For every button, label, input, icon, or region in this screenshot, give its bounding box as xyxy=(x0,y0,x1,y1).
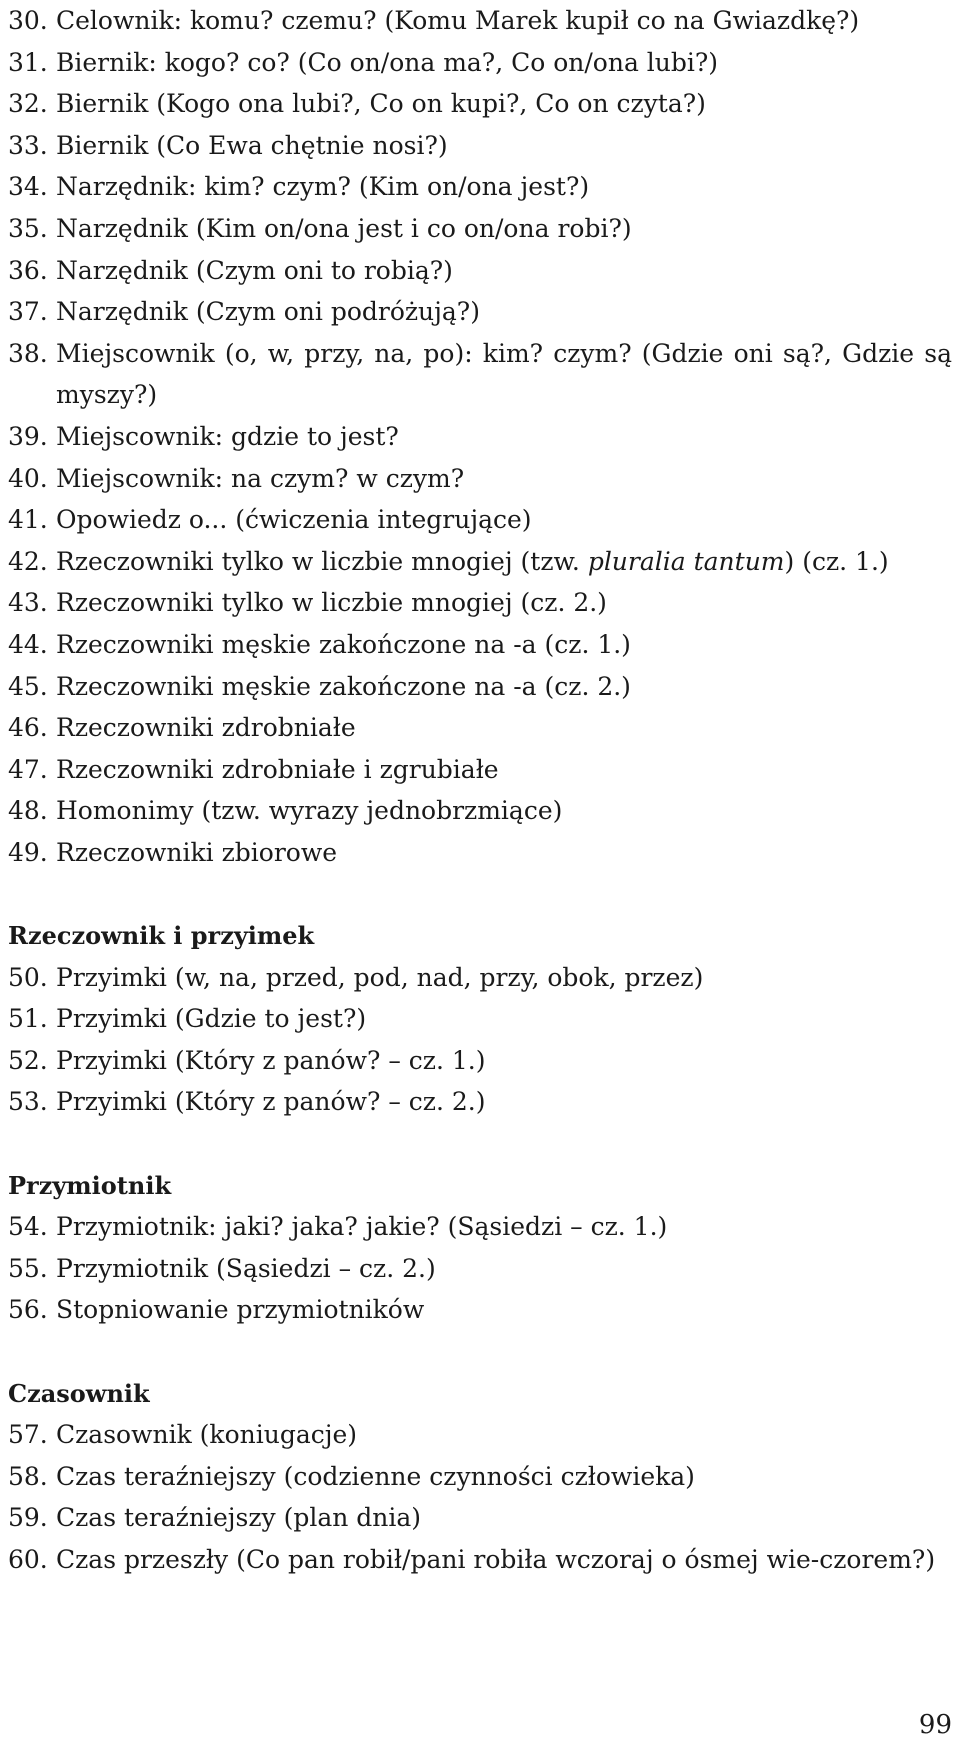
item-text: Homonimy (tzw. wyrazy jednobrzmiące) xyxy=(56,796,563,826)
item-text: Rzeczowniki męskie zakończone na -a (cz. 1.) xyxy=(56,629,631,659)
item-text-italic: pluralia tantum xyxy=(587,546,785,576)
item-text: Narzędnik (Czym oni podróżują?) xyxy=(56,297,480,327)
item-number: 53. xyxy=(8,1087,48,1117)
list-item-59 xyxy=(8,1497,952,1539)
list-item-53 xyxy=(8,1081,952,1123)
item-text: Rzeczowniki zdrobniałe xyxy=(56,713,356,743)
list-item-56 xyxy=(8,1289,952,1331)
list-item-48 xyxy=(8,790,952,832)
item-number: 43. xyxy=(8,588,48,618)
item-text: Miejscownik (o, w, przy, na, po): kim? czym? (Gdzie oni są?, Gdzie są myszy?) xyxy=(56,338,952,410)
list-item-58 xyxy=(8,1456,952,1498)
item-number: 48. xyxy=(8,796,48,826)
list-item-40 xyxy=(8,458,952,500)
item-text: Przymiotnik (Sąsiedzi – cz. 2.) xyxy=(56,1253,436,1283)
list-item-60 xyxy=(8,1539,952,1581)
list-item-55 xyxy=(8,1248,952,1290)
list-item-35 xyxy=(8,208,952,250)
item-text: Miejscownik: na czym? w czym? xyxy=(56,463,465,493)
item-text: Czas teraźniejszy (codzienne czynności człowieka) xyxy=(56,1461,695,1491)
item-number: 46. xyxy=(8,713,48,743)
item-number: 59. xyxy=(8,1503,48,1533)
item-number: 30. xyxy=(8,6,48,35)
list-item-45 xyxy=(8,666,952,708)
list-item-42 xyxy=(8,541,952,583)
item-text: Narzędnik (Kim on/ona jest i co on/ona robi?) xyxy=(56,213,632,243)
item-text: Rzeczowniki zdrobniałe i zgrubiałe xyxy=(56,754,499,784)
section-spacer xyxy=(8,1331,952,1373)
item-number: 57. xyxy=(8,1420,48,1450)
list-item-57 xyxy=(8,1414,952,1456)
item-text: Przymiotnik: jaki? jaka? jakie? (Sąsiedzi – cz. 1.) xyxy=(56,1212,668,1242)
item-number: 33. xyxy=(8,130,48,160)
list-item-39 xyxy=(8,416,952,458)
item-text: Czas teraźniejszy (plan dnia) xyxy=(56,1503,422,1533)
item-number: 38. xyxy=(8,338,48,368)
list-item-43 xyxy=(8,582,952,624)
list-item-41 xyxy=(8,499,952,541)
item-text-part: ) (cz. 1.) xyxy=(784,546,889,576)
item-text: Przyimki (Gdzie to jest?) xyxy=(56,1004,367,1034)
item-text: Miejscownik: gdzie to jest? xyxy=(56,421,399,451)
item-number: 50. xyxy=(8,962,48,992)
list-item-52 xyxy=(8,1040,952,1082)
list-item-34 xyxy=(8,166,952,208)
item-number: 60. xyxy=(8,1544,48,1574)
item-text: Rzeczowniki tylko w liczbie mnogiej (cz. 2.) xyxy=(56,588,607,618)
item-number: 32. xyxy=(8,89,48,119)
item-text: Stopniowanie przymiotników xyxy=(56,1295,425,1325)
item-text: Celownik: komu? czemu? (Komu Marek kupił co na Gwiazdkę?) xyxy=(56,6,860,35)
item-number: 40. xyxy=(8,463,48,493)
item-number: 42. xyxy=(8,546,48,576)
item-text: Narzędnik: kim? czym? (Kim on/ona jest?) xyxy=(56,172,590,202)
list-item-44 xyxy=(8,624,952,666)
item-text: Rzeczowniki zbiorowe xyxy=(56,837,338,867)
item-number: 47. xyxy=(8,754,48,784)
item-number: 49. xyxy=(8,837,48,867)
item-text: Czasownik (koniugacje) xyxy=(56,1420,358,1450)
item-text xyxy=(56,541,952,583)
document-page xyxy=(8,0,952,1581)
item-text: Biernik: kogo? co? (Co on/ona ma?, Co on/ona lubi?) xyxy=(56,47,719,77)
page-number: 99 xyxy=(918,1710,952,1740)
list-item-31 xyxy=(8,42,952,84)
item-text-part: Rzeczowniki tylko w liczbie mnogiej (tzw. xyxy=(56,546,588,576)
list-item-38 xyxy=(8,333,952,416)
item-number: 39. xyxy=(8,421,48,451)
item-number: 35. xyxy=(8,213,48,243)
list-item-50 xyxy=(8,957,952,999)
item-text: Przyimki (Który z panów? – cz. 1.) xyxy=(56,1045,486,1075)
item-text: Rzeczowniki męskie zakończone na -a (cz. 2.) xyxy=(56,671,631,701)
item-number: 51. xyxy=(8,1004,48,1034)
item-number: 56. xyxy=(8,1295,48,1325)
item-text: Biernik (Co Ewa chętnie nosi?) xyxy=(56,130,448,160)
list-item-32 xyxy=(8,83,952,125)
item-number: 37. xyxy=(8,297,48,327)
list-item-33 xyxy=(8,125,952,167)
item-number: 58. xyxy=(8,1461,48,1491)
section-heading-czasownik: Czasownik xyxy=(8,1378,150,1408)
item-text: Opowiedz o... (ćwiczenia integrujące) xyxy=(56,505,532,535)
section-heading-rzeczownik-i-przyimek: Rzeczownik i przyimek xyxy=(8,921,315,951)
item-text: Przyimki (w, na, przed, pod, nad, przy, obok, przez) xyxy=(56,962,704,992)
item-number: 31. xyxy=(8,47,48,77)
item-number: 36. xyxy=(8,255,48,285)
item-number: 45. xyxy=(8,671,48,701)
section-spacer xyxy=(8,1123,952,1165)
list-item-49 xyxy=(8,832,952,874)
list-item-46 xyxy=(8,707,952,749)
section-spacer xyxy=(8,873,952,915)
item-number: 55. xyxy=(8,1253,48,1283)
list-item-30 xyxy=(8,0,952,42)
item-text: Narzędnik (Czym oni to robią?) xyxy=(56,255,453,285)
item-text: Biernik (Kogo ona lubi?, Co on kupi?, Co on czyta?) xyxy=(56,89,706,119)
list-item-54 xyxy=(8,1206,952,1248)
item-number: 41. xyxy=(8,505,48,535)
item-text: Czas przeszły (Co pan robił/pani robiła wczoraj o ósmej wie-czorem?) xyxy=(56,1544,936,1574)
list-item-47 xyxy=(8,749,952,791)
section-heading-przymiotnik: Przymiotnik xyxy=(8,1170,172,1200)
item-number: 52. xyxy=(8,1045,48,1075)
list-item-36 xyxy=(8,250,952,292)
item-text: Przyimki (Który z panów? – cz. 2.) xyxy=(56,1087,486,1117)
list-item-37 xyxy=(8,291,952,333)
list-item-51 xyxy=(8,998,952,1040)
item-number: 34. xyxy=(8,172,48,202)
item-number: 54. xyxy=(8,1212,48,1242)
item-number: 44. xyxy=(8,629,48,659)
